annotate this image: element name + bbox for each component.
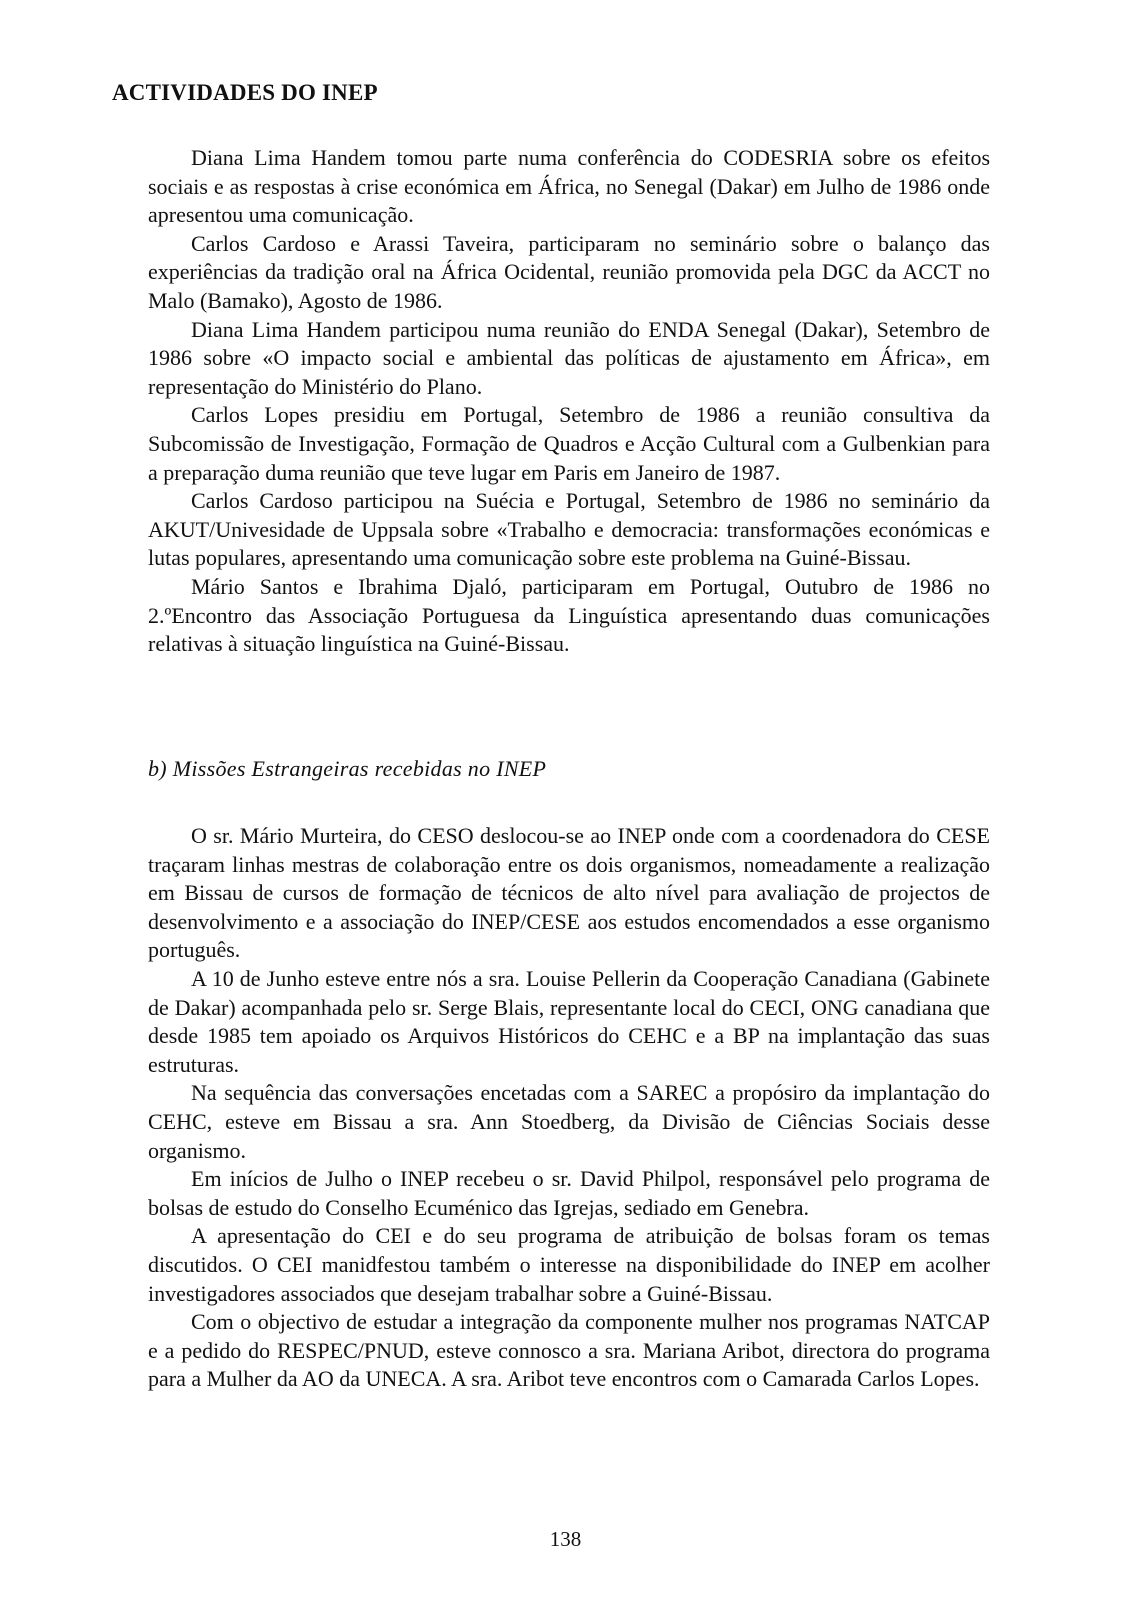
page-heading: ACTIVIDADES DO INEP — [112, 80, 378, 105]
section-a-body — [148, 144, 990, 659]
paragraph: A apresentação do CEI e do seu programa de atribuição de bolsas foram os temas discutidos. O CEI manidfestou também o interesse na disponibilidade do INEP em acolher investigadores associados que desejam trabalhar sobre a Guiné-Bissau. — [148, 1223, 990, 1306]
section-b-heading: b) Missões Estrangeiras recebidas no INEP — [148, 756, 547, 781]
section-b-body — [148, 822, 990, 1394]
paragraph: A 10 de Junho esteve entre nós a sra. Louise Pellerin da Cooperação Canadiana (Gabinete de Dakar) acompanhada pelo sr. Serge Blais, representante local do CECI, ONG canadiana que desde 1985 tem apoiado os Arquivos Históricos do CEHC e a BP na implantação das suas estruturas. — [148, 965, 990, 1077]
paragraph: Com o objectivo de estudar a integração da componente mulher nos programas NATCAP e a pedido do RESPEC/PNUD, esteve connosco a sra. Mariana Aribot, directora do programa para a Mulher da AO da UNECA. A sra. Aribot teve encontros com o Camarada Carlos Lopes. — [148, 1309, 990, 1392]
paragraph: Carlos Cardoso e Arassi Taveira, participaram no seminário sobre o balanço das experiências da tradição oral na África Ocidental, reunião promovida pela DGC da ACCT no Malo (Bamako), Agosto de 1986. — [148, 230, 990, 313]
paragraph: Mário Santos e Ibrahima Djaló, participaram em Portugal, Outubro de 1986 no 2.ºEncontro das Associação Portuguesa da Linguística apresentando duas comunicações relativas à situação linguística na Guiné-Bissau. — [148, 573, 990, 657]
paragraph: O sr. Mário Murteira, do CESO deslocou-se ao INEP onde com a coordenadora do CESE traçaram linhas mestras de colaboração entre os dois organismos, nomeadamente a realização em Bissau de cursos de formação de técnicos de alto nível para avaliação de projectos de desenvolvimento e a associação do INEP/CESE aos estudos encomendados a esse organismo português. — [148, 823, 990, 963]
paragraph: Em inícios de Julho o INEP recebeu o sr. David Philpol, responsável pelo programa de bolsas de estudo do Conselho Ecuménico das Igrejas, sediado em Genebra. — [148, 1166, 990, 1220]
paragraph: Carlos Lopes presidiu em Portugal, Setembro de 1986 a reunião consultiva da Subcomissão de Investigação, Formação de Quadros e Acção Cultural com a Gulbenkian para a preparação duma reunião que teve lugar em Paris em Janeiro de 1987. — [148, 402, 990, 485]
paragraph: Diana Lima Handem participou numa reunião do ENDA Senegal (Dakar), Setembro de 1986 sobre «O impacto social e ambiental das políticas de ajustamento em África», em representação do Ministério do Plano. — [148, 316, 990, 399]
paragraph: Diana Lima Handem tomou parte numa conferência do CODESRIA sobre os efeitos sociais e as respostas à crise económica em África, no Senegal (Dakar) em Julho de 1986 onde apresentou uma comunicação. — [148, 145, 990, 228]
page-number: 138 — [549, 1527, 582, 1551]
paragraph: Na sequência das conversações encetadas com a SAREC a propósiro da implantação do CEHC, esteve em Bissau a sra. Ann Stoedberg, da Divisão de Ciências Sociais desse organismo. — [148, 1080, 990, 1163]
paragraph: Carlos Cardoso participou na Suécia e Portugal, Setembro de 1986 no seminário da AKUT/Univesidade de Uppsala sobre «Trabalho e democracia: transformações económicas e lutas populares, apresentando uma comunicação sobre este problema na Guiné-Bissau. — [148, 488, 990, 571]
